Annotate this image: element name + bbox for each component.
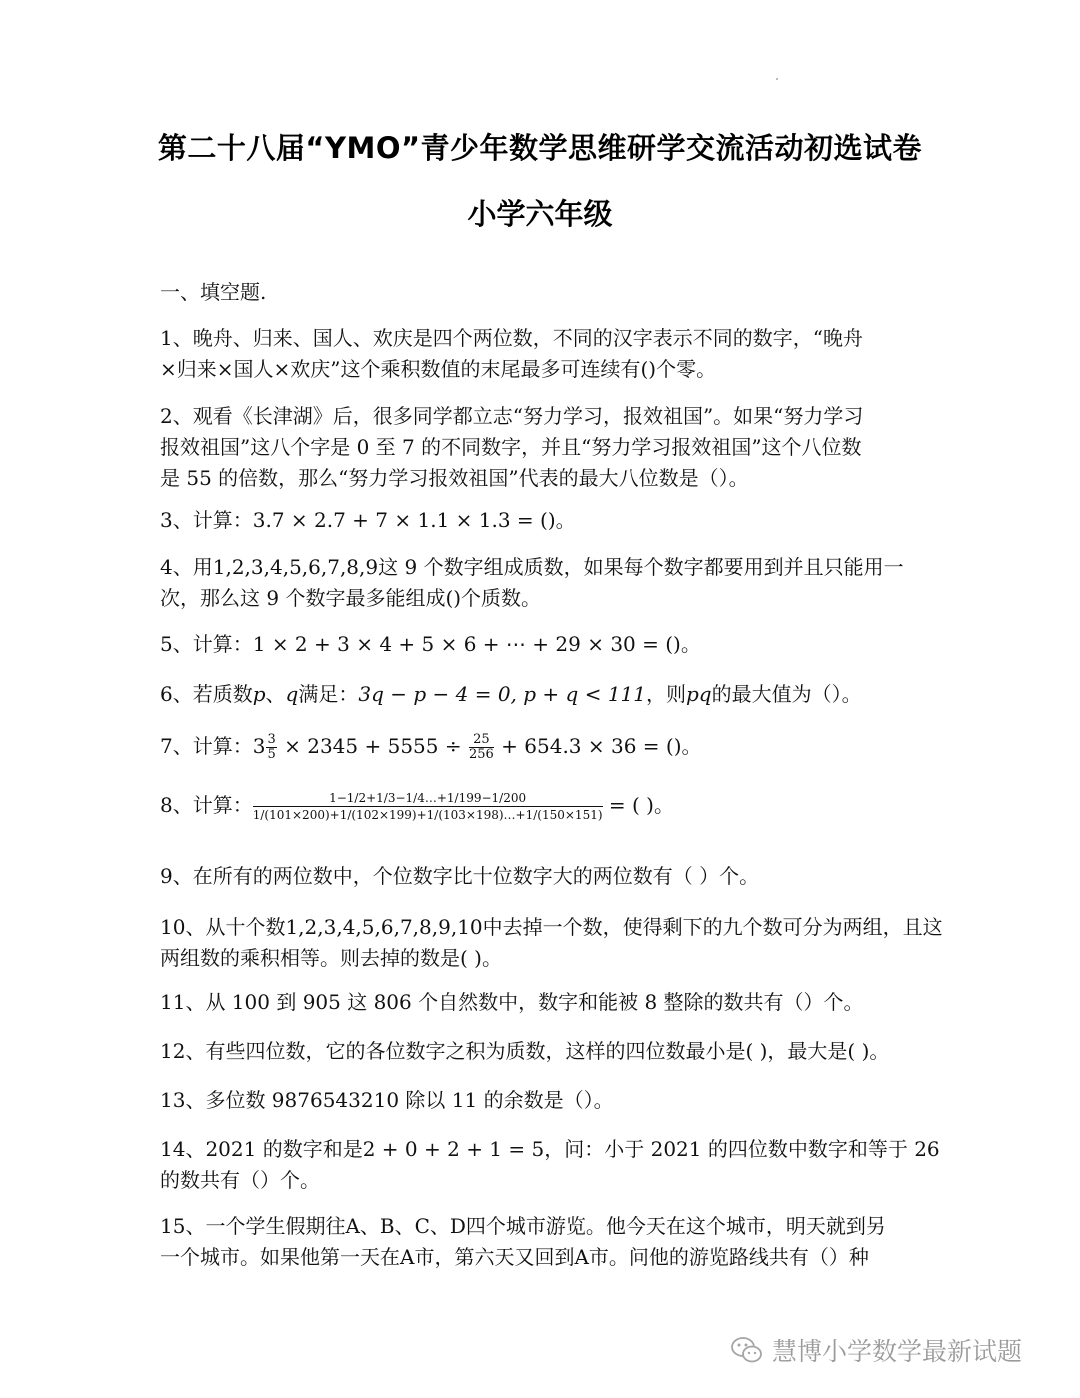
- question-7-prefix: 7、计算：: [160, 734, 253, 758]
- question-14: [160, 1134, 940, 1196]
- question-6-p: p: [252, 682, 266, 706]
- scan-speck: [776, 78, 778, 80]
- question-1-line-1: 1、晚舟、归来、国人、欢庆是四个两位数，不同的汉字表示不同的数字，“晚舟: [160, 326, 863, 350]
- question-4-digits: 1,2,3,4,5,6,7,8,9: [212, 555, 379, 579]
- question-7-suffix: 。: [681, 734, 702, 758]
- question-2-line-2: 报效祖国”这八个字是 0 至 7 的不同数字，并且“努力学习报效祖国”这个八位数: [160, 435, 862, 459]
- question-15-line-2: 一个城市。如果他第一天在A市，第六天又回到A市。问他的游览路线共有（）种: [160, 1245, 869, 1269]
- question-15-line-1: 15、一个学生假期往A、B、C、D四个城市游览。他今天在这个城市，明天就到另: [160, 1214, 886, 1238]
- section-heading: 一、填空题.: [160, 280, 267, 304]
- question-6-sep: 、: [265, 682, 286, 706]
- question-7-fraction-2-den: 256: [468, 747, 494, 762]
- question-4-line-2: 次，那么这 9 个数字最多能组成()个质数。: [160, 586, 542, 610]
- question-14-b: ，问：小于 2021 的四位数中数字和等于 26: [544, 1137, 940, 1161]
- question-5-prefix: 5、计算：: [160, 632, 253, 656]
- question-2: [160, 401, 925, 494]
- question-10-a: 10、从十个数: [160, 915, 286, 939]
- question-5-suffix: 。: [680, 632, 701, 656]
- watermark-text: 慧博小学数学最新试题: [772, 1337, 1023, 1366]
- question-2-line-3: 是 55 的倍数，那么“努力学习报效祖国”代表的最大八位数是（）。: [160, 466, 749, 490]
- question-6-d: 的最大值为（）。: [711, 682, 862, 706]
- question-7-mid: × 2345 + 5555 ÷: [277, 734, 468, 758]
- question-7-fraction-1-num: 3: [267, 732, 276, 748]
- question-11: 11、从 100 到 905 这 806 个自然数中，数字和能被 8 整除的数共有（）个。: [160, 990, 864, 1014]
- question-6-expression: 3q − p − 4 = 0, p + q < 111: [358, 682, 646, 706]
- question-10-numbers: 1,2,3,4,5,6,7,8,9,10: [285, 915, 483, 939]
- question-7-fraction-1: [266, 733, 276, 761]
- question-2-line-1: 2、观看《长津湖》后，很多同学都立志“努力学习，报效祖国”。如果“努力学习: [160, 404, 864, 428]
- question-8-suffix: 。: [653, 793, 674, 817]
- question-15: [160, 1211, 925, 1273]
- question-10-c: 中去掉一个数，使得剩下的九个数可分为两组，且这: [482, 915, 943, 939]
- question-6: [160, 679, 925, 710]
- question-9: 9、在所有的两位数中，个位数字比十位数字大的两位数有（ ）个。: [160, 864, 760, 888]
- exam-title: 第二十八届“YMO”青少年数学思维研学交流活动初选试卷: [157, 131, 923, 165]
- watermark: [730, 1330, 1022, 1370]
- question-1: [160, 323, 925, 385]
- question-5: [160, 629, 925, 660]
- question-8: [160, 790, 925, 821]
- question-6-pq: pq: [686, 682, 712, 706]
- question-7-whole: 3: [252, 734, 266, 758]
- question-7-fraction-2: [469, 733, 494, 761]
- question-14-a: 14、2021 的数字和是: [160, 1137, 363, 1161]
- question-3-prefix: 3、计算：: [160, 508, 253, 532]
- question-1-line-2: ×归来×国人×欢庆”这个乘积数值的末尾最多可连续有()个零。: [160, 357, 717, 381]
- grade-title: 小学六年级: [467, 197, 613, 231]
- question-6-c: ，则: [646, 682, 686, 706]
- question-4-a: 4、用: [160, 555, 213, 579]
- question-6-q: q: [285, 682, 299, 706]
- question-8-numerator: 1−1/2+1/3−1/4…+1/199−1/200: [253, 792, 603, 807]
- question-12: 12、有些四位数，它的各位数字之积为质数，这样的四位数最小是( )，最大是( )。: [160, 1039, 890, 1063]
- question-3: [160, 505, 925, 536]
- question-6-b: 满足：: [298, 682, 359, 706]
- question-10-line-2: 两组数的乘积相等。则去掉的数是( )。: [160, 946, 502, 970]
- question-4-c: 这 9 个数字组成质数，如果每个数字都要用到并且只能用一: [378, 555, 904, 579]
- question-13: 13、多位数 9876543210 除以 11 的余数是（）。: [160, 1088, 614, 1112]
- question-7-fraction-2-num: 25: [469, 733, 494, 748]
- question-3-expression: 3.7 × 2.7 + 7 × 1.1 × 1.3 = (): [252, 508, 556, 532]
- question-14-expression: 2 + 0 + 2 + 1 = 5: [362, 1137, 545, 1161]
- question-8-tail: = ( ): [602, 793, 654, 817]
- wechat-icon: [730, 1335, 764, 1365]
- question-7-tail: + 654.3 × 36 = (): [494, 734, 682, 758]
- question-8-denominator: 1/(101×200)+1/(102×199)+1/(103×198)…+1/(150×151): [252, 808, 603, 822]
- question-14-line-2: 的数共有（）个。: [160, 1168, 320, 1192]
- question-3-suffix: 。: [555, 508, 576, 532]
- question-8-prefix: 8、计算：: [160, 793, 253, 817]
- question-8-complex-fraction: [253, 792, 603, 821]
- question-6-a: 6、若质数: [160, 682, 253, 706]
- question-7: [160, 731, 925, 762]
- question-7-fraction-1-den: 5: [267, 747, 276, 762]
- question-5-expression: 1 × 2 + 3 × 4 + 5 × 6 + ⋯ + 29 × 30 = (): [252, 632, 681, 656]
- question-10: [160, 912, 943, 974]
- question-4: [160, 552, 925, 614]
